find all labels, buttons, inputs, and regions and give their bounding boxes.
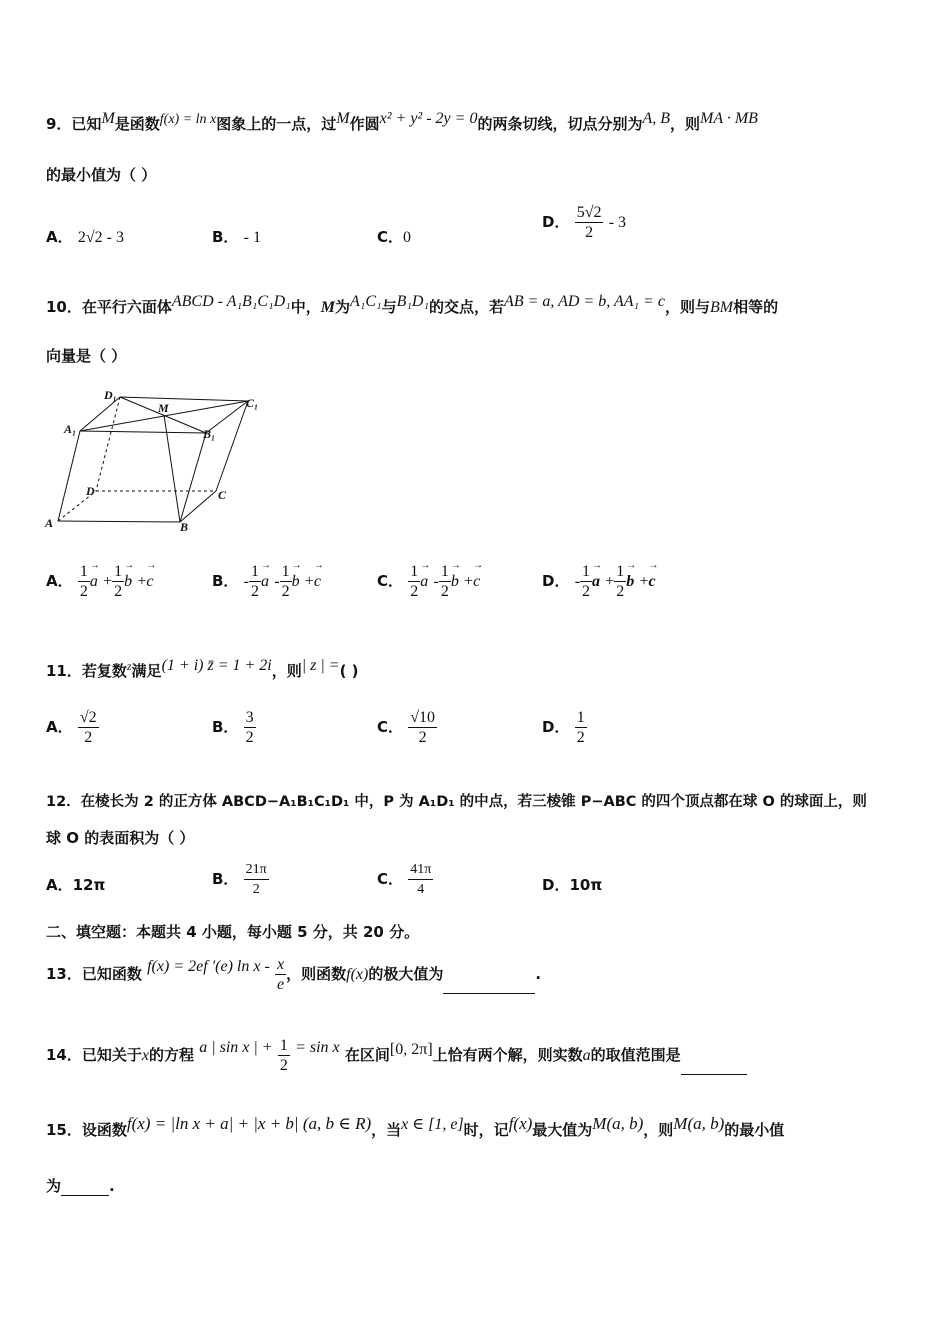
- label-c: C: [218, 488, 227, 502]
- q13-answer-blank[interactable]: [443, 993, 535, 994]
- q10-solid: ABCD - A₁B₁C₁D₁: [171, 293, 291, 310]
- q11-stem: 11．若复数$^z$满足(1 + i) z̄ = 1 + 2i，则| z | =( ): [46, 657, 359, 680]
- q15-answer-blank[interactable]: [61, 1195, 109, 1196]
- q15-stem: 15．设函数f(x) = |ln x + a| + |x + b| (a, b ∈ R)，当x ∈ [1, e]时，记f(x)最大值为M(a, b)，则M(a, b)的最小值: [46, 1114, 785, 1139]
- q9-dot-product: MA · MB: [700, 110, 758, 127]
- parallelepiped-figure: [40, 385, 280, 535]
- q9-option-b[interactable]: B． - 1: [212, 228, 261, 246]
- q10-option-b[interactable]: B． - $\frac{1}{2}$ → a - $\frac{1}{2}$ → b +→ c: [212, 562, 321, 601]
- q12-stem: 12．在棱长为 2 的正方体 ABCD−A₁B₁C₁D₁ 中，P 为 A₁D₁ 的中点，若三棱锥 P−ABC 的四个顶点都在球 O 的球面上，则: [46, 794, 867, 810]
- q10-option-d[interactable]: D． - $\frac{1}{2}$ → a + $\frac{1}{2}$ → b +→ c: [542, 562, 656, 601]
- label-a: A: [45, 516, 54, 530]
- q12-option-d[interactable]: D．10π: [542, 876, 603, 894]
- section-heading-fill-blank: 二、填空题：本题共 4 小题，每小题 5 分，共 20 分。: [46, 923, 420, 941]
- q10-stem-line2: 向量是（ ）: [46, 347, 127, 365]
- q14-interval: [0, 2π]: [389, 1041, 433, 1058]
- q13-function-expr: f(x) = 2ef ′(e) ln x -: [147, 958, 270, 975]
- q12-option-c[interactable]: C． $\frac{41\pi}{4}$: [377, 862, 432, 897]
- label-d: D: [86, 484, 95, 498]
- q10-option-a[interactable]: A． $\frac{1}{2}$ → a + $\frac{1}{2}$ → b +→ c: [46, 562, 153, 601]
- q15-stem-line2: 为 .: [46, 1177, 115, 1195]
- q15-function-expr: f(x) = |ln x + a| + |x + b| (a, b ∈ R): [126, 1114, 372, 1133]
- q11-option-c[interactable]: C． $\frac{√10}{2}$: [377, 709, 436, 746]
- label-c1: C₁: [246, 396, 259, 410]
- q9-stem-line2: 的最小值为（ ）: [46, 166, 157, 184]
- label-m: M: [158, 401, 169, 415]
- label-d1: D₁: [104, 388, 117, 402]
- q10-option-c[interactable]: C． $\frac{1}{2}$ → a - $\frac{1}{2}$ → b +→ c: [377, 562, 480, 601]
- q9-point-m: M: [101, 110, 115, 127]
- q9-circle-expr: x² + y² - 2y = 0: [379, 110, 478, 127]
- q10-stem: 10．在平行六面体ABCD - A₁B₁C₁D₁中，M为A₁C₁与B₁D₁的交点，若AB = a, AD = b, AA₁ = c，则与BM相等的: [46, 293, 779, 316]
- q11-option-b[interactable]: B． $\frac{3}{2}$: [212, 709, 254, 746]
- q14-stem: 14．已知关于x的方程 a | sin x | + $\frac{1}{2}$ = sin x 在区间[0, 2π]上恰有两个解，则实数a的取值范围是: [46, 1036, 747, 1075]
- q12-option-b[interactable]: B． $\frac{21\pi}{2}$: [212, 862, 267, 897]
- q9-option-a[interactable]: A． 2√2 - 3: [46, 228, 124, 246]
- q9-function-expr: f(x) = ln x: [159, 112, 217, 127]
- q9-option-d[interactable]: D． $\frac{5√2}{2}$ - 3: [542, 204, 627, 241]
- label-a1: A₁: [64, 422, 77, 436]
- q12-option-a[interactable]: A．12π: [46, 876, 106, 894]
- q12-stem-line2: 球 O 的表面积为（ ）: [46, 829, 195, 847]
- q11-option-d[interactable]: D． $\frac{1}{2}$: [542, 709, 585, 746]
- q11-option-a[interactable]: A． $\frac{√2}{2}$: [46, 709, 97, 746]
- q13-stem: 13．已知函数 f(x) = 2ef ′(e) ln x - $\frac{x}{e}$ ，则函数f(x)的极大值为 .: [46, 956, 542, 993]
- q14-answer-blank[interactable]: [681, 1074, 747, 1075]
- label-b: B: [180, 520, 189, 534]
- q9-option-c[interactable]: C．0: [377, 228, 412, 246]
- q10-condition: AB = a, AD = b, AA₁ = c: [504, 293, 665, 310]
- label-b1: B₁: [203, 427, 216, 441]
- q11-equation: (1 + i) z̄ = 1 + 2i: [161, 657, 272, 674]
- q9-stem: 9．已知M是函数f(x) = ln x图象上的一点，过M作圆x² + y² - 2y = 0的两条切线，切点分别为A, B，则MA · MB: [46, 110, 758, 133]
